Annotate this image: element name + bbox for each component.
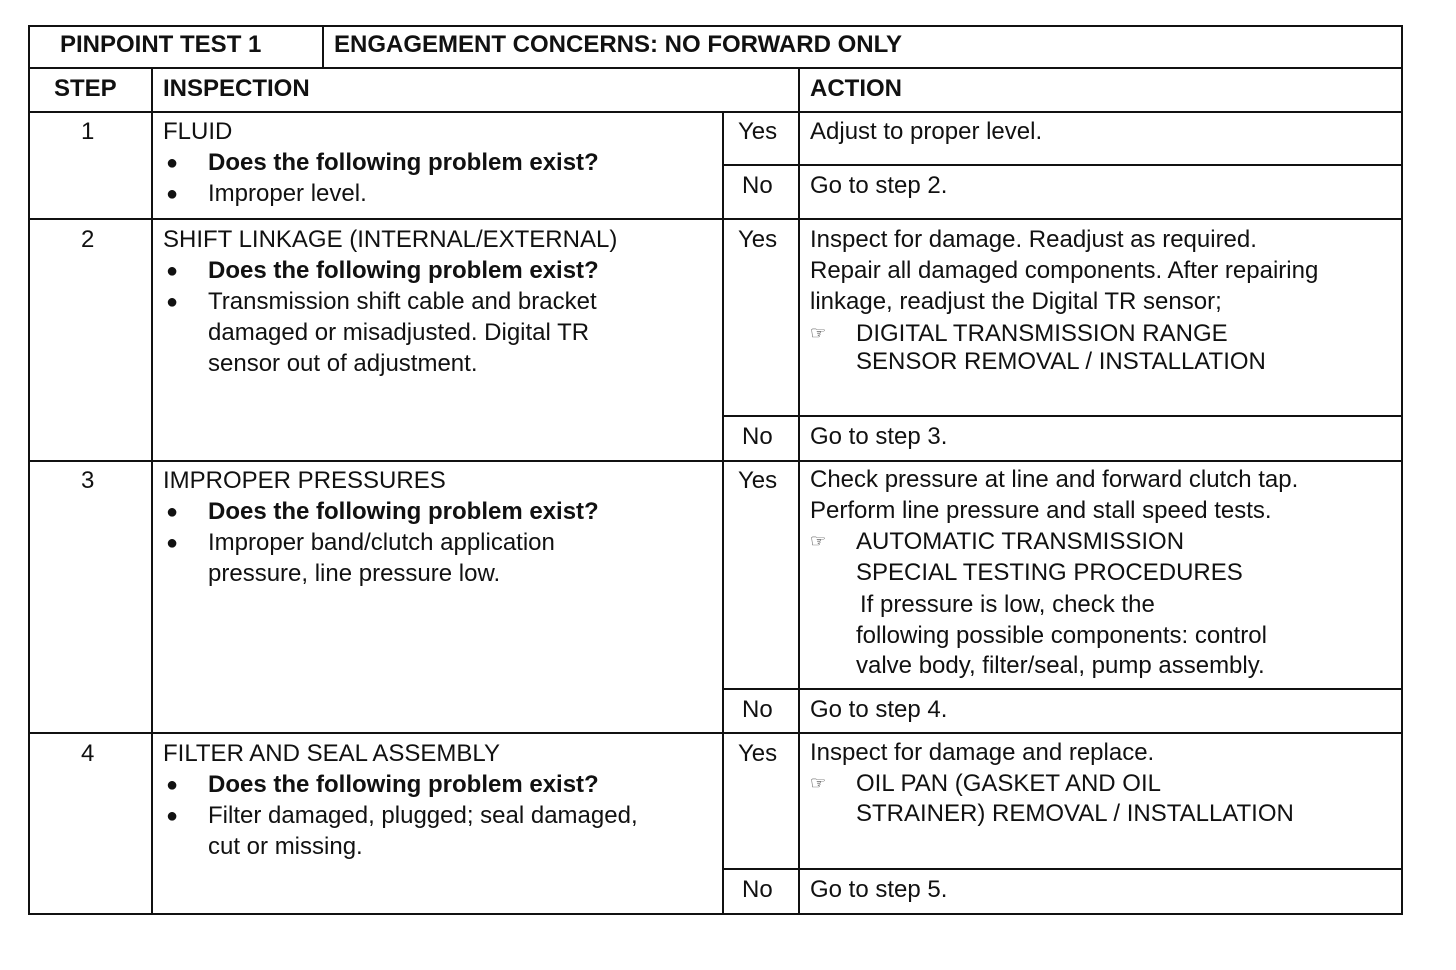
bullet-icon: ● [166, 152, 179, 174]
yes-action: Inspect for damage and replace. [810, 739, 1155, 766]
step-column-divider [151, 67, 153, 915]
step2-divider [28, 460, 1403, 462]
step-detail: cut or missing. [208, 833, 363, 860]
yes-note: If pressure is low, check the [860, 591, 1155, 618]
yes-label: Yes [738, 740, 778, 767]
answer-column-divider [722, 111, 724, 915]
bullet-icon: ● [166, 805, 179, 827]
no-label: No [742, 172, 773, 199]
no-action: Go to step 2. [810, 172, 948, 199]
step-detail: pressure, line pressure low. [208, 560, 501, 587]
step1-divider [28, 218, 1403, 220]
header-title-divider [322, 25, 324, 69]
step-question: Does the following problem exist? [208, 771, 599, 798]
no-action: Go to step 5. [810, 876, 948, 903]
bullet-icon: ● [166, 501, 179, 523]
step-number: 3 [81, 467, 95, 494]
bullet-icon: ● [166, 532, 179, 554]
no-action: Go to step 3. [810, 423, 948, 450]
yes-action: Inspect for damage. Readjust as required. [810, 226, 1257, 253]
step-number: 1 [81, 118, 95, 145]
step-question: Does the following problem exist? [208, 257, 599, 284]
yes-action: Check pressure at line and forward clutch tap. [810, 466, 1299, 493]
no-label: No [742, 423, 773, 450]
step-number: 4 [81, 740, 95, 767]
step1-yes-no-divider [722, 164, 1403, 166]
step-heading: SHIFT LINKAGE (INTERNAL/EXTERNAL) [163, 226, 618, 253]
inspection-column-header: INSPECTION [163, 75, 310, 102]
test-title: ENGAGEMENT CONCERNS: NO FORWARD ONLY [334, 31, 903, 58]
step2-yes-no-divider [722, 415, 1403, 417]
step3-yes-no-divider [722, 688, 1403, 690]
bullet-icon: ● [166, 183, 179, 205]
bullet-icon: ● [166, 774, 179, 796]
step-question: Does the following problem exist? [208, 149, 599, 176]
reference-link[interactable]: AUTOMATIC TRANSMISSION [856, 528, 1185, 555]
step-detail: damaged or misadjusted. Digital TR [208, 319, 590, 346]
reference-link[interactable]: STRAINER) REMOVAL / INSTALLATION [856, 800, 1294, 827]
yes-action: Adjust to proper level. [810, 118, 1043, 145]
header-divider [28, 67, 1403, 69]
reference-link[interactable]: SENSOR REMOVAL / INSTALLATION [856, 348, 1266, 375]
step-question: Does the following problem exist? [208, 498, 599, 525]
no-label: No [742, 876, 773, 903]
reference-link[interactable]: SPECIAL TESTING PROCEDURES [856, 559, 1243, 586]
bullet-icon: ● [166, 291, 179, 313]
yes-action: Perform line pressure and stall speed tests. [810, 497, 1272, 524]
step-detail: Transmission shift cable and bracket [208, 288, 597, 315]
action-column-divider [798, 67, 800, 915]
no-action: Go to step 4. [810, 696, 948, 723]
yes-action: Repair all damaged components. After repairing [810, 257, 1319, 284]
step4-yes-no-divider [722, 868, 1403, 870]
step-column-header: STEP [54, 75, 117, 102]
bullet-icon: ● [166, 260, 179, 282]
yes-note: valve body, filter/seal, pump assembly. [856, 652, 1265, 679]
column-header-divider [28, 111, 1403, 113]
pointing-hand-icon: ☞ [810, 531, 827, 551]
step-detail: Filter damaged, plugged; seal damaged, [208, 802, 638, 829]
step-heading: FLUID [163, 118, 233, 145]
pointing-hand-icon: ☞ [810, 323, 827, 343]
reference-link[interactable]: OIL PAN (GASKET AND OIL [856, 770, 1161, 797]
yes-action: linkage, readjust the Digital TR sensor; [810, 288, 1222, 315]
pointing-hand-icon: ☞ [810, 773, 827, 793]
action-column-header: ACTION [810, 75, 902, 102]
yes-label: Yes [738, 118, 778, 145]
yes-label: Yes [738, 467, 778, 494]
no-label: No [742, 696, 773, 723]
yes-label: Yes [738, 226, 778, 253]
test-id: PINPOINT TEST 1 [60, 31, 262, 58]
step-heading: IMPROPER PRESSURES [163, 467, 446, 494]
reference-link[interactable]: DIGITAL TRANSMISSION RANGE [856, 320, 1228, 347]
step-heading: FILTER AND SEAL ASSEMBLY [163, 740, 501, 767]
step3-divider [28, 732, 1403, 734]
step-detail: Improper level. [208, 180, 367, 207]
step-detail: sensor out of adjustment. [208, 350, 478, 377]
step-detail: Improper band/clutch application [208, 529, 555, 556]
step-number: 2 [81, 226, 95, 253]
yes-note: following possible components: control [856, 622, 1267, 649]
